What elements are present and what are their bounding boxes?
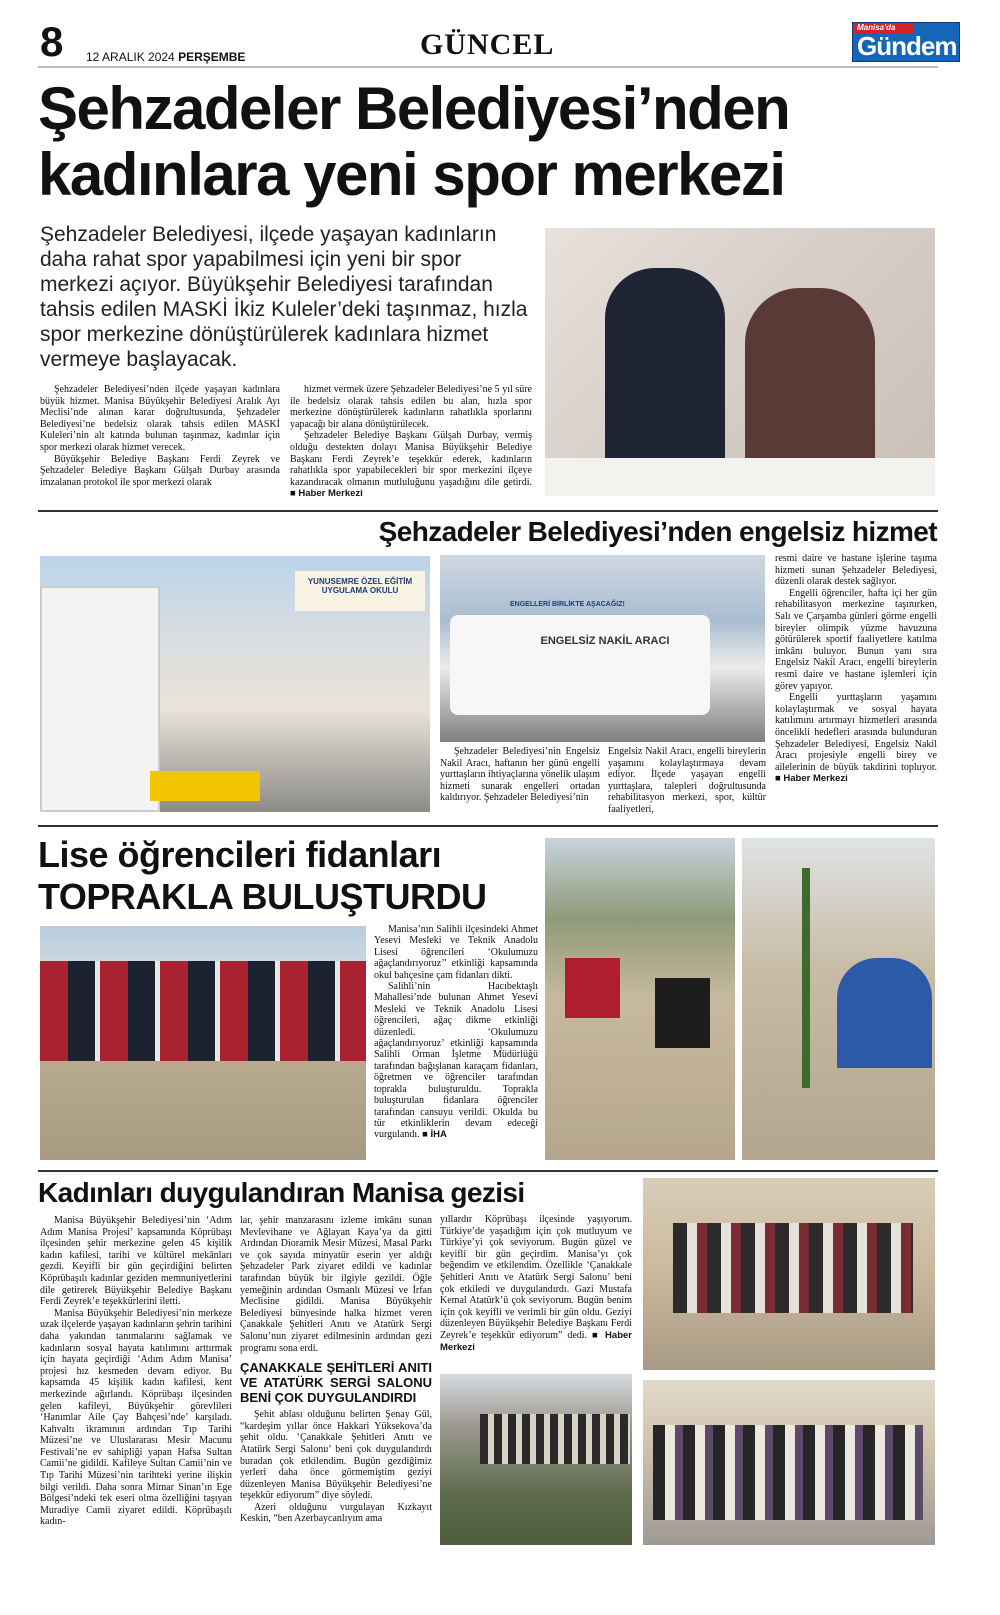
man-blue-jacket bbox=[837, 958, 932, 1068]
logo-text: Gündem bbox=[857, 31, 957, 61]
newspaper-logo bbox=[852, 22, 960, 62]
paragraph: Şehzadeler Belediye Başkanı Gülşah Durbay, vermiş olduğu destekten dolayı Manisa Büyükşehir Belediye Başkanı Ferdi Zeyrek’e teşekkür ederek, kadınların rahatlıkla spor yapabilecekleri bir spor merkezini ilçeye kazandıracak olmanın mutluluğunu yaşadığını dile getirdi. bbox=[290, 430, 532, 488]
byline: ■ Haber Merkezi bbox=[290, 488, 363, 500]
article3-body bbox=[374, 924, 538, 1141]
paragraph: Şehzadeler Belediyesi’nin Engelsiz Nakil Aracı, haftanın her günü engelli yurttaşların ihtiyaçlarına yönelik ulaşım hizmeti sunarak engelleri ortadan kaldırıyor. Şehzadeler Belediyesi’nin bbox=[440, 746, 600, 804]
article2-col2 bbox=[608, 746, 766, 816]
article3-photo-planting-1 bbox=[545, 838, 735, 1160]
article4-subheading: ÇANAKKALE ŞEHİTLERİ ANITI VE ATATÜRK SERGİ SALONU BENİ ÇOK DUYGULANDIRDI bbox=[240, 1360, 432, 1406]
article1-lead: Şehzadeler Belediyesi, ilçede yaşayan kadınların daha rahat spor yapabilmesi için yeni bir spor merkezi açıyor. Büyükşehir Belediyesi tarafından tahsis edilen MASKİ İkiz Kuleler’deki taşınmaz, hızla spor merkezine dönüştürülerek kadınlara hizmet vermeye başlayacak. bbox=[40, 223, 528, 371]
visitors-row bbox=[480, 1414, 630, 1464]
table bbox=[545, 458, 935, 496]
article2-headline: Şehzadeler Belediyesi’nden engelsiz hizmet bbox=[378, 516, 937, 547]
article2-col1 bbox=[440, 746, 600, 804]
women-group bbox=[653, 1425, 923, 1520]
issue-date bbox=[86, 50, 245, 64]
pine-sapling bbox=[802, 868, 810, 1088]
article3-photo-planting-2 bbox=[742, 838, 935, 1160]
paragraph: Şehit ablası olduğunu belirten Şenay Gül, “kardeşim yıllar önce Hakkari Yüksekova’da şehit oldu. ‘Çanakkale Şehitleri Anıtı ve Atatürk Sergi Salonu’ beni çok duygulandırdı buradan çok etkilendim. Bugün gezdiğimiz yerleri daha önce görmemiştim geziyi düzenleyen Manisa Büyükşehir Belediyesi’ne teşekkür ediyorum” diye söyledi. bbox=[240, 1409, 432, 1502]
section-rule bbox=[38, 825, 938, 827]
paragraph: Azeri olduğunu vurgulayan Kızkayıt Keskin, “ben Azerbaycanlıyım ama bbox=[240, 1501, 432, 1525]
article4-photo-group-museum bbox=[643, 1380, 935, 1545]
banner-text: ENGELLERİ BİRLİKTE AŞACAĞIZ! bbox=[510, 601, 625, 608]
paragraph: Şehzadeler Belediyesi’nden ilçede yaşayan kadınlara büyük hizmet. Manisa Büyükşehir Belediyesi Aralık Ayı Meclisi’nde alınan karar doğrultusunda, Şehzadeler Belediyesi’ne bedelsiz olarak tahsis edilen MASKİ Kuleleri’nin alt katında bulunan taşınmaz, kadınlar için spor merkezi olarak hizmet verecek. bbox=[40, 384, 280, 453]
paragraph: Engelli öğrenciler, hafta içi her gün rehabilitasyon merkezine taşınırken, Salı ve Çarşamba günleri görme engelli bireyler olimpik yüzme havuzuna götürülerek sportif faaliyetlere katılma imkânı buluyor. Bunun yanı sıra Engelsiz Nakil Aracı, engelli bireylerin resmi daire ve hastane işlemleri için görev yapıyor. bbox=[775, 587, 937, 692]
paragraph: hizmet vermek üzere Şehzadeler Belediyesi’ne 5 yıl süre ile bedelsiz olarak tahsis edilen bu alan, hızla spor merkezine dönüştürülerek kadınların rahatlıkla sporlarını yapacağı bir alana dönüştürülecek. bbox=[290, 384, 532, 430]
page-number: 8 bbox=[40, 18, 64, 65]
article1-headline: Şehzadeler Belediyesi’nden kadınlara yeni spor merkezi bbox=[38, 75, 790, 208]
women-group bbox=[673, 1223, 913, 1313]
article2-col3 bbox=[775, 553, 937, 785]
paragraph: Manisa Büyükşehir Belediyesi’nin ‘Adım Adım Manisa Projesi’ kapsamında Köprübaşı ilçesinden şehir merkezine gelen 45 kişilik kadın kafilesi, tarihi ve kültürel mekânları gezdi. Keyifli bir gün geçirdiğini belirten Köprübaşılı kadınlar geziden memnuniyetlerini dile getirerek Büyükşehir Belediye Başkanı Ferdi Zeyrek’e teşekkürlerini iletti. bbox=[40, 1215, 232, 1308]
school-sign: YUNUSEMRE ÖZEL EĞİTİM UYGULAMA OKULU bbox=[295, 571, 425, 611]
van-label: ENGELSİZ NAKİL ARACI bbox=[540, 635, 670, 647]
paragraph: Büyükşehir Belediye Başkanı Ferdi Zeyrek ve Şehzadeler Belediye Başkanı Gülşah Durbay arasında imzalanan protokol ile spor merkezi olarak bbox=[40, 453, 280, 488]
article4-photo-group-courtyard bbox=[643, 1178, 935, 1370]
article4-col3 bbox=[440, 1214, 632, 1353]
date-text: 12 ARALIK 2024 bbox=[86, 50, 175, 64]
article2-photo-van bbox=[40, 556, 430, 812]
article1-photo-signing bbox=[545, 228, 935, 496]
article4-col2 bbox=[240, 1215, 432, 1525]
section-rule bbox=[38, 510, 938, 512]
headline-line: Lise öğrencileri fidanları bbox=[38, 834, 442, 875]
van bbox=[40, 586, 160, 812]
article3-headline bbox=[38, 834, 538, 918]
headline-line: TOPRAKLA BULUŞTURDU bbox=[38, 876, 487, 917]
van bbox=[450, 615, 710, 715]
paragraph: Engelli yurttaşların yaşamını kolaylaştırmak ve sosyal hayata katılımını artırmayı hizmetleri arasında öncelikli hedefleri arasında bulunduran Şehzadeler Belediyesi, Engelsiz Nakil Aracı projesiyle engelli birey ve ailelerinin de büyük takdirini topluyor. bbox=[775, 692, 937, 773]
article2-photo-group bbox=[440, 555, 765, 742]
weekday-text: PERŞEMBE bbox=[178, 50, 246, 64]
section-title: GÜNCEL bbox=[420, 28, 555, 61]
article1-col1 bbox=[40, 384, 280, 488]
paragraph: Manisa’nın Salihli ilçesindeki Ahmet Yesevi Mesleki ve Teknik Anadolu Lisesi öğrencileri ‘Okulumuzu ağaçlandırıyoruz’’ etkinliği kapsamında okul bahçesine çam fidanları dikti. bbox=[374, 924, 538, 981]
paragraph: resmi daire ve hastane işlerine taşıma hizmeti sunan Şehzadeler Belediyesi, düzenli olarak destek sağlıyor. bbox=[775, 553, 937, 588]
article4-photo-monument bbox=[440, 1374, 632, 1545]
paragraph: Salihli’nin Hacıbektaşlı Mahallesi’nde bulunan Ahmet Yesevi Mesleki ve Teknik Anadolu Lisesi öğrencileri, ağaç dikme etkinliği düzenledi. ‘Okulumuzu ağaçlandırıyoruz’ etkinliği kapsamında Salihli Orman İşletme Müdürlüğü tarafından bağışlanan karaçam fidanları, öğretmen ve öğrenciler tarafından toprakla buluşturuldu. Toprakla buluşturulan fidanlara öğrenciler tarafından cansuyu verildi. Okulda bu tür etkinliklerin devam edeceği vurgulandı. bbox=[374, 981, 538, 1141]
article4-col1 bbox=[40, 1215, 232, 1528]
student-jacket bbox=[655, 978, 710, 1048]
byline: ■ Haber Merkezi bbox=[775, 773, 848, 785]
students-group bbox=[40, 961, 366, 1061]
byline: ■ Haber Merkezi bbox=[440, 1329, 632, 1353]
paragraph: lar, şehir manzarasını izleme imkânı sunan Mevlevihane ve Ağlayan Kaya’ya da gitti Ardından Dioramik Mesir Müzesi, Masal Parkı ve çok sayıda minyatür eserin yer aldığı Şehzadeler Park ziyaret edildi ve kadınlar tarafından büyük bir ilgiyle gezildi. Öğle yemeğinin ardından Osmanlı Müzesi ve İrfan Meclisine gidildi. Manisa Büyükşehir Belediyesi bünyesinde halka hizmet veren Çanakkale Şehitleri Anıtı ve Atatürk Sergi Salonu’nun ziyaret edilmesinin ardından gezi programı sona erdi. bbox=[240, 1215, 432, 1354]
student-shirt bbox=[565, 958, 620, 1018]
paragraph: Manisa Büyükşehir Belediyesi’nin merkeze uzak ilçelerde yaşayan kadınların şehrin tarihini daha yakından tanımalarını sağlamak ve kadınların sosyal hayata katılımını arttırmak için hayata geçirdiği ‘Adım Adım Manisa’ projesi hız kesmeden devam ediyor. Bu kapsamda 45 kişilik kadın kafilesi, kent merkezinde ağırlandı. Köprübaşı ilçesinden gelen kafileyi, Büyükşehir görevlileri ‘Hanımlar Aile Çay Bahçesi’nde’ karşıladı. Kahvaltı ikramının ardından Tıp Tarihi Müzesi’ne ve Uluslararası Mesir Macunu Festivali’ne ev sahipliği yapan Hafsa Sultan Camii’ne gidildi. Kafileye Sultan Camii’nin ve Tıp Tarihi Müzesi’nin tarihteki yerine ilişkin bilgi verildi. Daha sonra Mimar Sinan’ın Ege Bölgesi’ndeki tek eseri olma özelliğini taşıyan Muradiye Camii ziyaret edildi. Köprübaşılı kadın- bbox=[40, 1307, 232, 1528]
section-rule bbox=[38, 1170, 938, 1172]
header-rule bbox=[38, 66, 938, 68]
logo-tagline: Manisa'da bbox=[853, 23, 913, 33]
wheelchair-lift bbox=[150, 771, 260, 801]
paragraph: yıllardır Köprübaşı ilçesinde yaşıyorum. Türkiye’de yaşadığım için çok mutluyum ve Türkiye’yi çok seviyorum. Bugün güzel ve keyifli bir gün geçirdim. Manisa’yı çok beğendim ve etkilendim. Özellikle ‘Çanakkale Şehitleri Anıtı ve Atatürk Sergi Salonu’ beni çok etkiledi ve duygulandırdı. Gazi Mustafa Kemal Atatürk’ü çok seviyorum. Bugün benim için çok keyifli ve verimli bir gün oldu. Geziyi düzenleyen Büyükşehir Belediye Başkanı Ferdi Zeyrek’e teşekkür ediyorum” dedi. bbox=[440, 1214, 632, 1341]
article1-col2 bbox=[290, 384, 532, 500]
paragraph: Engelsiz Nakil Aracı, engelli bireylerin yaşamını kolaylaştırmaya devam ediyor. İlçede yaşayan engelli yurttaşlara, talepleri doğrultusunda rehabilitasyon merkezi, spor, kültür faaliyetleri, bbox=[608, 746, 766, 815]
article4-headline: Kadınları duygulandıran Manisa gezisi bbox=[38, 1177, 525, 1208]
article3-photo-students bbox=[40, 926, 366, 1160]
byline: ■ İHA bbox=[422, 1129, 447, 1141]
